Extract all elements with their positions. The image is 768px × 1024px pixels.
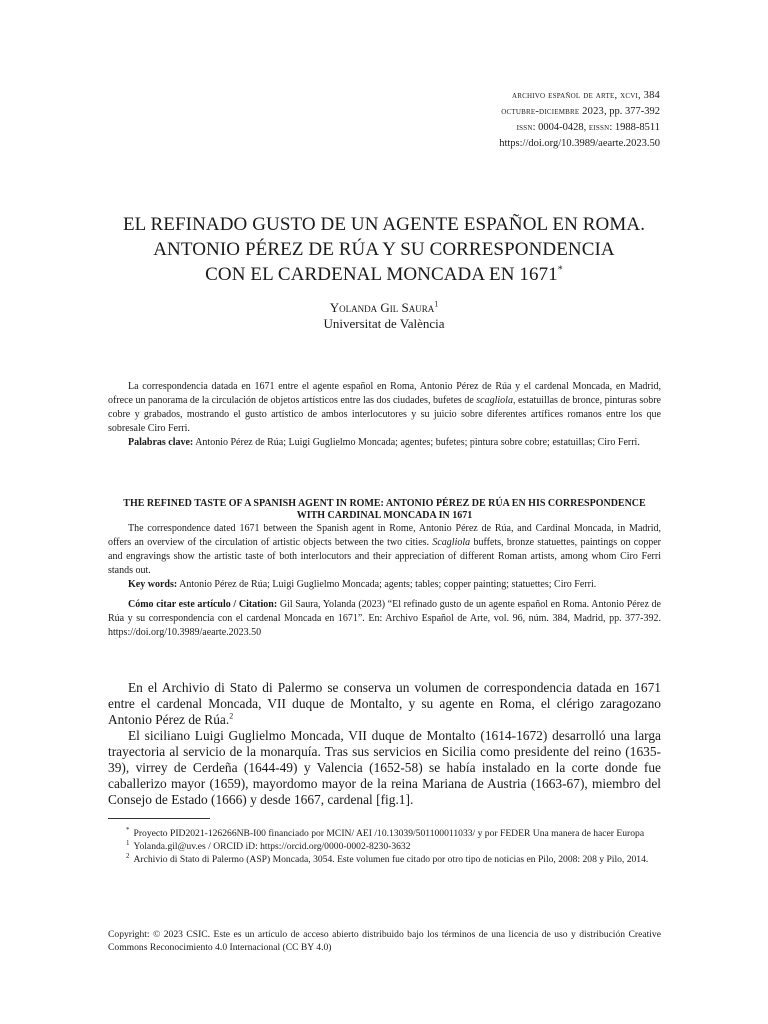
title-line-2: ANTONIO PÉREZ DE RÚA Y SU CORRESPONDENCIA	[153, 239, 615, 260]
footnote-mark: 2	[126, 851, 130, 860]
citation-text	[108, 598, 661, 640]
issue-date: octubre-diciembre 2023	[501, 106, 604, 117]
abstract-es-text	[108, 380, 661, 436]
footnote-mark: *	[126, 825, 130, 834]
abstract-spanish	[108, 380, 661, 450]
journal-header	[499, 88, 660, 152]
footnote-item	[108, 853, 661, 866]
article-body	[108, 680, 661, 808]
issue-line	[499, 104, 660, 120]
eissn-label: eissn	[588, 122, 610, 133]
body-paragraph-1-text: En el Archivio di Stato di Palermo se conserva un volumen de correspondencia datada en 1671 entre el cardenal Moncada, VII duque de Montalto, y su agente en Roma, el clérigo zaragozano Antonio Pérez de Rúa.	[108, 680, 661, 727]
journal-volume: , xcvi, 384	[614, 90, 660, 101]
copyright-notice: Copyright: © 2023 CSIC. Este es un artículo de acceso abierto distribuido bajo los términos de una licencia de uso y distribución Creative Commons Reconocimiento 4.0 Internacional (CC BY 4.0)	[108, 929, 661, 953]
title-line-3-text: CON EL CARDENAL MONCADA EN 1671	[205, 264, 558, 285]
citation-label: Cómo citar este artículo / Citation:	[128, 599, 278, 610]
title-line-3	[0, 262, 768, 287]
footnote-text: Proyecto PID2021-126266NB-I00 financiado por MCIN/ AEI /10.13039/501100011033/ y por FEDER Una manera de hacer Europa	[133, 828, 645, 839]
footnote-mark: 1	[126, 838, 130, 847]
issn-value: : 0004-0428,	[532, 122, 589, 133]
title-footnote-mark[interactable]: *	[557, 264, 563, 276]
footnote-item	[108, 827, 661, 840]
author-line	[0, 300, 768, 316]
abstract-es-italic: scagliola	[476, 395, 513, 406]
body-paragraph-1	[108, 680, 661, 728]
abstract-es-body: La correspondencia datada en 1671 entre el agente español en Roma, Antonio Pérez de Rúa y el cardenal Moncada, en Madrid, ofrece un panorama de la circulación de objetos artísticos entre las dos ciudades, bufetes de	[108, 381, 661, 406]
abstract-en-italic: Scagliola	[432, 537, 471, 548]
author-affiliation: Universitat de València	[323, 316, 445, 331]
keywords-es	[108, 436, 661, 450]
page-range: , pp. 377-392	[604, 106, 660, 117]
abstract-english	[108, 498, 661, 592]
author-block	[0, 300, 768, 332]
author-name: Yolanda Gil Saura	[329, 300, 435, 315]
citation-body: Gil Saura, Yolanda (2023) “El refinado gusto de un agente español en Roma. Antonio Pérez de Rúa y su correspondencia con el cardenal Moncada en 1671”. En: Archivo Español de Arte, vol. 96, núm. 384, Madrid, pp. 377-392. https://doi.org/10.3989/aearte.2023.50	[108, 599, 661, 638]
body-paragraph-2: El siciliano Luigi Guglielmo Moncada, VII duque de Montalto (1614-1672) desarrolló una larga trayectoria al servicio de la monarquía. Tras sus servicios en Sicilia como presidente del reino (1635-39), virrey de Cerdeña (1644-49) y Valencia (1652-58) se había instalado en la corte donde fue caballerizo mayor (1659), mayordomo mayor de la reina Mariana de Austria (1663-67), miembro del Consejo de Estado (1666) y desde 1667, cardenal [fig.1].	[108, 728, 661, 807]
keywords-en-label: Key words:	[128, 579, 178, 590]
citation-block	[108, 598, 661, 640]
footnotes	[108, 827, 661, 866]
author-footnote-mark[interactable]: 1	[434, 299, 439, 309]
footnote-item	[108, 840, 661, 853]
english-title: THE REFINED TASTE OF A SPANISH AGENT IN ROME: ANTONIO PÉREZ DE RÚA EN HIS CORRESPONDENCE WITH CARDINAL MONCADA IN 1671	[123, 498, 646, 521]
abstract-es-body-end: , estatuillas de bronce, pinturas sobre cobre y grabados, mostrando el gusto artístico de ambos interlocutores y su juicio sobre diferentes artífices romanos entre los que sobresale Ciro Ferri.	[108, 395, 661, 434]
journal-name: archivo español de arte	[512, 90, 615, 101]
body-footnote-mark[interactable]: 2	[229, 711, 234, 721]
keywords-es-label: Palabras clave:	[128, 437, 194, 448]
keywords-en-list: Antonio Pérez de Rúa; Luigi Guglielmo Moncada; agents; tables; copper painting; statuettes; Ciro Ferri.	[177, 579, 597, 590]
abstract-en-body-end: buffets, bronze statuettes, paintings on copper and engravings show the artistic taste of both interlocutors and their appreciation of different Roman artists, among whom Ciro Ferri stands out.	[108, 537, 661, 576]
issn-label: issn	[516, 122, 533, 133]
footnote-text: Yolanda.gil@uv.es / ORCID iD: https://orcid.org/0000-0002-8230-3632	[133, 841, 411, 852]
title-line-1: EL REFINADO GUSTO DE UN AGENTE ESPAÑOL EN ROMA.	[122, 214, 646, 235]
abstract-en-body: The correspondence dated 1671 between the Spanish agent in Rome, Antonio Pérez de Rúa, and Cardinal Moncada, in Madrid, offers an overview of the circulation of artistic objects between the two cities.	[108, 523, 661, 548]
journal-line	[499, 88, 660, 104]
footnote-divider	[108, 818, 210, 819]
keywords-en	[108, 578, 661, 592]
doi-link[interactable]: https://doi.org/10.3989/aearte.2023.50	[499, 138, 660, 149]
keywords-es-list: Antonio Pérez de Rúa; Luigi Guglielmo Moncada; agentes; bufetes; pintura sobre cobre; estatuillas; Ciro Ferri.	[193, 437, 640, 448]
issn-line	[499, 120, 660, 136]
footnote-text: Archivio di Stato di Palermo (ASP) Moncada, 3054. Este volumen fue citado por otro tipo de noticias en Pilo, 2008: 208 y Pilo, 2014.	[133, 854, 649, 865]
eissn-value: : 1988-8511	[609, 122, 660, 133]
abstract-en-text	[108, 522, 661, 578]
article-title	[0, 212, 768, 287]
